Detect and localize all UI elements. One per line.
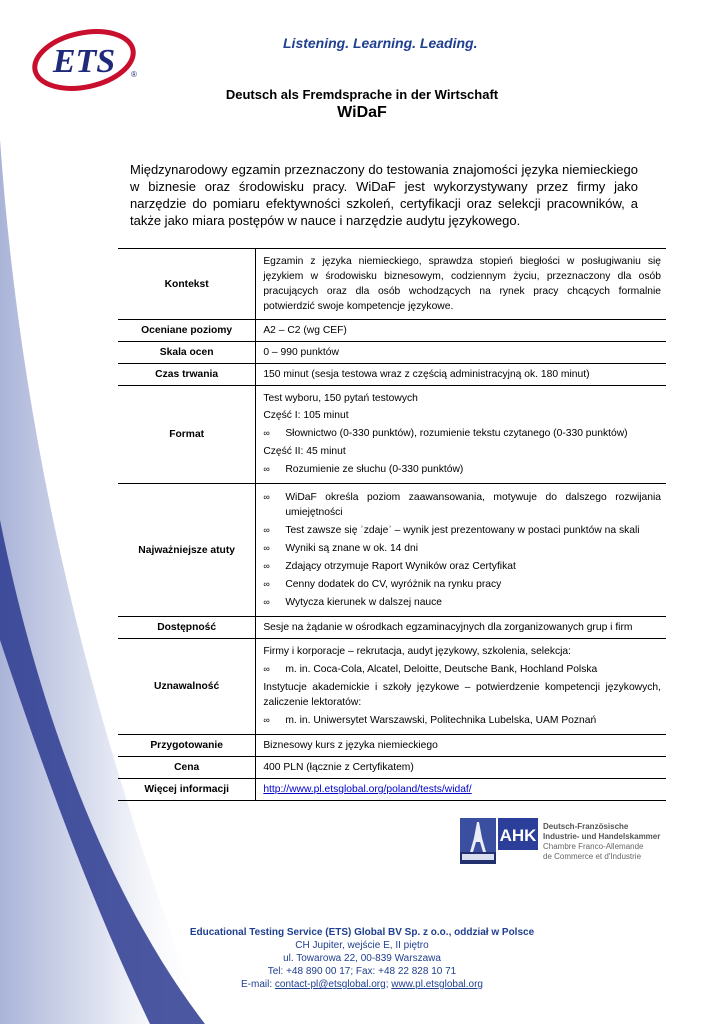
document-subtitle: Deutsch als Fremdsprache in der Wirtschaft (225, 87, 499, 102)
tagline: Listening. Learning. Leading. (283, 35, 478, 51)
footer-email-link[interactable]: contact-pl@etsglobal.org (274, 979, 386, 990)
list-item (263, 523, 661, 538)
intro-paragraph: Międzynarodowy egzamin przeznaczony do testowania znajomości języka niemieckiego w biznesie oraz środowisku pracy. WiDaF jest wykorzystywany przez firmy jako narzędzie do pomiaru efektywności szkoleń, certyfikacji oraz selekcji pracowników, a także jako miara postępów w nauce i narzędzie audytu językowego. (130, 162, 638, 228)
table-row (118, 386, 666, 484)
list-item (263, 577, 661, 592)
row-label-kontekst: Kontekst (118, 249, 256, 320)
list-item (263, 462, 661, 477)
uznawalnosc-bullet2: m. in. Uniwersytet Warszawski, Politechnika Lubelska, UAM Poznań (285, 715, 597, 726)
list-item (263, 559, 661, 574)
row-label-przygotowanie: Przygotowanie (118, 735, 256, 757)
bullet-icon: ∞ (263, 543, 270, 553)
row-label-atuty: Najważniejsze atuty (118, 484, 256, 617)
footer-email-label: E-mail: (241, 979, 275, 990)
bullet-icon: ∞ (263, 664, 270, 674)
table-row (118, 757, 666, 779)
row-label-format: Format (118, 386, 256, 484)
table-row (118, 249, 666, 320)
list-item (263, 662, 661, 677)
bullet-icon: ∞ (263, 492, 270, 502)
row-value-poziomy: A2 – C2 (wg CEF) (263, 325, 347, 336)
row-label-wiecej: Więcej informacji (118, 779, 256, 801)
uznawalnosc-line2: Instytucje akademickie i szkoły językowe – potwierdzenie kompetencji językowych, zaliczenie lektoratów: (263, 682, 661, 708)
list-item (263, 541, 661, 556)
footer-separator: ; (385, 979, 392, 990)
list-item (263, 426, 661, 441)
atut-text: WiDaF określa poziom zaawansowania, motywuje do dalszego rozwijania umiejętności (285, 492, 661, 518)
atut-text: Cenny dodatek do CV, wyróżnik na rynku pracy (285, 579, 502, 590)
row-value-atuty (256, 484, 666, 617)
row-value-dostepnosc: Sesje na żądanie w ośrodkach egzaminacyjnych dla zorganizowanych grup i firm (263, 622, 633, 633)
row-value-cena: 400 PLN (łącznie z Certyfikatem) (263, 762, 414, 773)
bullet-icon: ∞ (263, 715, 270, 725)
footer-contact (0, 978, 724, 991)
row-value-czas: 150 minut (sesja testowa wraz z częścią administracyjną ok. 180 minut) (263, 369, 590, 380)
row-value-skala: 0 – 990 punktów (263, 347, 339, 358)
list-item (263, 713, 661, 728)
bullet-icon: ∞ (263, 579, 270, 589)
footer-website-link[interactable]: www.pl.etsglobal.org (391, 979, 483, 990)
ahk-name: AHK (499, 826, 537, 845)
more-info-link[interactable]: http://www.pl.etsglobal.org/poland/tests/widaf/ (263, 784, 472, 795)
bullet-icon: ∞ (263, 561, 270, 571)
format-part2-bullet: Rozumienie ze słuchu (0-330 punktów) (285, 464, 464, 475)
footer-address-line: CH Jupiter, wejście E, II piętro (295, 940, 429, 951)
row-value-uznawalnosc (256, 639, 666, 735)
table-row (118, 342, 666, 364)
format-part1-bullet: Słownictwo (0-330 punktów), rozumienie tekstu czytanego (0-330 punktów) (285, 428, 628, 439)
atut-text: Wytycza kierunek w dalszej nauce (285, 597, 443, 608)
list-item (263, 490, 661, 520)
row-label-cena: Cena (118, 757, 256, 779)
footer-phone: Tel: +48 890 00 17; Fax: +48 22 828 10 71 (267, 966, 457, 977)
table-row (118, 484, 666, 617)
list-item (263, 595, 661, 610)
row-label-uznawalnosc: Uznawalność (118, 639, 256, 735)
row-label-skala: Skala ocen (118, 342, 256, 364)
table-row (118, 320, 666, 342)
table-row (118, 617, 666, 639)
format-line: Test wyboru, 150 pytań testowych (263, 393, 418, 404)
table-row (118, 639, 666, 735)
bullet-icon: ∞ (263, 525, 270, 535)
row-value-kontekst (256, 249, 666, 320)
row-label-dostepnosc: Dostępność (118, 617, 256, 639)
ahk-line4: de Commerce et d'Industrie (543, 852, 642, 861)
row-value-wiecej (256, 779, 666, 801)
table-row (118, 779, 666, 801)
atut-text: Zdający otrzymuje Raport Wyników oraz Certyfikat (285, 561, 516, 572)
row-label-poziomy: Oceniane poziomy (118, 320, 256, 342)
ahk-line3: Chambre Franco-Allemande (543, 842, 644, 851)
bullet-icon: ∞ (263, 597, 270, 607)
kontekst-text: Egzamin z języka niemieckiego, sprawdza stopień biegłości w posługiwaniu się językiem w środowisku biznesowym, codziennym życiu, przeznaczony dla osób pracujących oraz dla osób wchodzących na rynek pracy chcących formalnie potwierdzić swoje kompetencje językowe. (263, 256, 661, 312)
ahk-line1: Deutsch-Französische (543, 822, 629, 831)
ahk-logo (460, 818, 668, 864)
document-title: WiDaF (337, 104, 387, 121)
ets-logo-text: ETS (52, 43, 116, 80)
table-row (118, 735, 666, 757)
footer-address-street: ul. Towarowa 22, 00-839 Warszawa (283, 953, 441, 964)
format-part1: Część I: 105 minut (263, 410, 349, 421)
ahk-line2: Industrie- und Handelskammer (543, 832, 661, 841)
footer-company: Educational Testing Service (ETS) Global BV Sp. z o.o., oddział w Polsce (189, 927, 535, 938)
bullet-icon: ∞ (263, 464, 270, 474)
row-value-format (256, 386, 666, 484)
uznawalnosc-bullet1: m. in. Coca-Cola, Alcatel, Deloitte, Deutsche Bank, Hochland Polska (285, 664, 598, 675)
registered-mark: ® (131, 70, 137, 79)
ets-logo (28, 24, 140, 96)
atut-text: Test zawsze się ʾzdajeʾ – wynik jest prezentowany w postaci punktów na skali (285, 525, 640, 536)
row-label-czas: Czas trwania (118, 364, 256, 386)
format-part2: Część II: 45 minut (263, 446, 346, 457)
row-value-przygotowanie: Biznesowy kurs z języka niemieckiego (263, 740, 438, 751)
uznawalnosc-line1: Firmy i korporacje – rekrutacja, audyt językowy, szkolenia, selekcja: (263, 646, 571, 657)
info-table (118, 248, 666, 801)
atut-text: Wyniki są znane w ok. 14 dni (285, 543, 419, 554)
footer (0, 926, 724, 991)
table-row (118, 364, 666, 386)
bullet-icon: ∞ (263, 428, 270, 438)
